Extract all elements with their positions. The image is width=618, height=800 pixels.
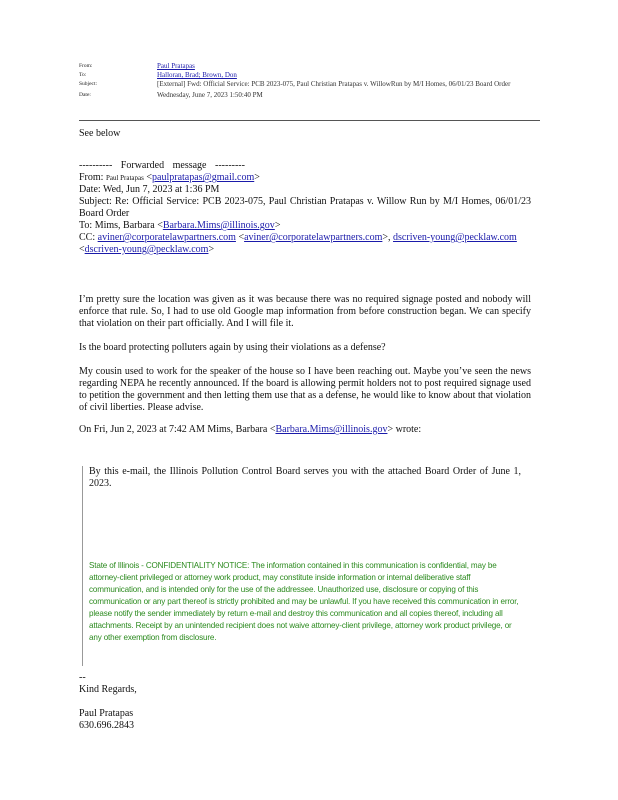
- wrote-line: On Fri, Jun 2, 2023 at 7:42 AM Mims, Barbara <Barbara.Mims@illinois.gov> wrote:: [79, 424, 422, 435]
- signature-name: Paul Pratapas: [79, 708, 134, 719]
- cc-email-link-4[interactable]: dscriven-young@pecklaw.com: [84, 244, 209, 255]
- subject-label: Subject:: [79, 81, 98, 87]
- cc-email-link-1[interactable]: aviner@corporatelawpartners.com: [97, 232, 236, 243]
- header-divider: [79, 120, 540, 121]
- fwd-cc-line: CC: aviner@corporatelawpartners.com <aviner@corporatelawpartners.com>, dscriven-young@pecklaw.com <dscriven-young@pecklaw.com>: [79, 232, 517, 255]
- email-header: [79, 62, 541, 100]
- fwd-from-name: Paul Pratapas: [105, 174, 144, 182]
- subject-value: [External] Fwd: Official Service: PCB 2023-075, Paul Christian Pratapas v. WillowRun by M/I Homes, 06/01/23 Board Order: [157, 80, 511, 88]
- signature-phone: 630.696.2843: [79, 720, 134, 731]
- cc-email-link-3[interactable]: dscriven-young@pecklaw.com: [393, 232, 517, 243]
- cc-email-link-2[interactable]: aviner@corporatelawpartners.com: [244, 232, 383, 243]
- to-label: To:: [79, 72, 87, 78]
- fwd-from-line: From: Paul Pratapas <paulpratapas@gmail.com>: [79, 172, 260, 183]
- fwd-from-email-link[interactable]: paulpratapas@gmail.com: [152, 172, 255, 183]
- fwd-to-line: To: Mims, Barbara <Barbara.Mims@illinois.gov>: [79, 220, 281, 231]
- fwd-from-label: From:: [79, 172, 104, 183]
- fwd-date: Date: Wed, Jun 7, 2023 at 1:36 PM: [79, 184, 220, 195]
- from-label: From:: [79, 63, 93, 69]
- signature-block: [79, 672, 137, 732]
- fwd-to-label: To: Mims, Barbara: [79, 220, 155, 231]
- intro-text: See below: [79, 128, 121, 139]
- date-label: Date:: [79, 92, 91, 98]
- quoted-text: By this e-mail, the Illinois Pollution Control Board serves you with the attached Board Order of June 1, 2023.: [89, 466, 521, 489]
- header-from-row: [79, 62, 541, 71]
- signature-dashes: --: [79, 672, 86, 683]
- fwd-cc-label: CC:: [79, 232, 96, 243]
- fwd-to-email-link[interactable]: Barbara.Mims@illinois.gov: [162, 220, 275, 231]
- wrote-prefix: On Fri, Jun 2, 2023 at 7:42 AM Mims, Barbara: [79, 424, 268, 435]
- paragraph-2: Is the board protecting polluters again by using their violations as a defense?: [79, 342, 386, 353]
- paragraph-3: My cousin used to work for the speaker of the house so I have been reaching out. Maybe you’ve seen the news regarding NEPA he recently announced. If the board is allowing permit holders not to post required signage used to petition the government and then letting them use that as a defense, he would like to know about that violation of civil liberties. Please advise.: [79, 366, 531, 413]
- paragraph-1: I’m pretty sure the location was given as it was because there was no required signage posted and nobody will enforce that rule. So, I had to use old Google map information from before construction began. We can specify that violation on their part officially. And I will file it.: [79, 294, 531, 329]
- header-to-row: [79, 71, 541, 80]
- from-value[interactable]: Paul Pratapas: [157, 62, 195, 70]
- header-subject-row: [79, 80, 541, 89]
- forwarded-line: ---------- Forwarded message ---------: [79, 160, 245, 171]
- fwd-subject: Subject: Re: Official Service: PCB 2023-075, Paul Christian Pratapas v. Willow Run by M/I Homes, 06/01/23 Board Order: [79, 196, 531, 219]
- header-date-row: [79, 91, 541, 100]
- signature-closing: Kind Regards,: [79, 684, 137, 695]
- wrote-email-link[interactable]: Barbara.Mims@illinois.gov: [275, 424, 388, 435]
- email-body: [79, 128, 531, 436]
- date-value: Wednesday, June 7, 2023 1:50:40 PM: [157, 91, 263, 99]
- quoted-message: [82, 466, 533, 666]
- to-value[interactable]: Halloran, Brad; Brown, Don: [157, 71, 237, 79]
- confidentiality-notice: State of Illinois - CONFIDENTIALITY NOTICE: The information contained in this communication is confidential, may be attorney-client privileged or attorney work product, may constitute inside information or internal deliberative staff communication, and is intended only for the use of the addressee. Unauthorized use, disclosure or copying of this communication or any part thereof is strictly prohibited and may be unlawful. If you have received this communication in error, please notify the sender immediately by return e-mail and destroy this communication and all copies thereof, including all attachments. Receipt by an unintended recipient does not waive attorney-client privilege, attorney work product privilege, or any other exemption from disclosure.: [89, 561, 519, 642]
- wrote-suffix: wrote:: [395, 424, 422, 435]
